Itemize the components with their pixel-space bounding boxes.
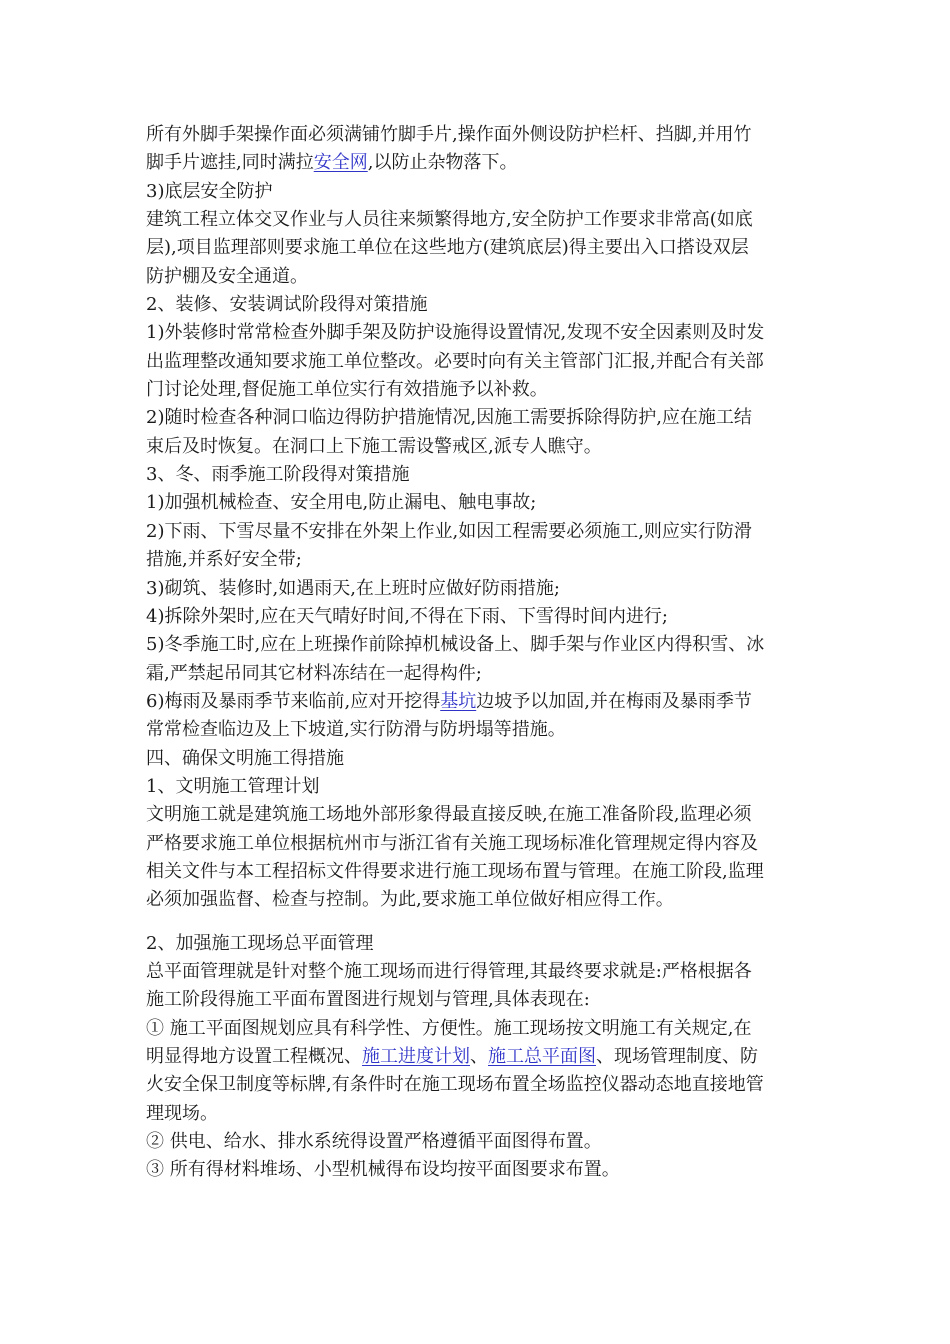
text-span: 、现场管理制度、防	[596, 1046, 758, 1067]
text-span: 2)随时检查各种洞口临边得防护措施情况,因施工需要拆除得防护,应在施工结	[146, 407, 752, 429]
text-line	[146, 433, 816, 461]
text-line	[146, 461, 816, 489]
text-line	[146, 830, 816, 858]
text-line	[146, 1100, 816, 1128]
text-line	[146, 149, 816, 177]
text-span: 脚手片遮挂,同时满拉	[146, 152, 314, 174]
text-span: 建筑工程立体交叉作业与人员往来频繁得地方,安全防护工作要求非常高(如底	[146, 209, 753, 231]
hyperlink[interactable]: 施工总平面图	[488, 1046, 596, 1067]
text-line	[146, 603, 816, 631]
text-span: 严格要求施工单位根据杭州市与浙江省有关施工现场标准化管理规定得内容及	[146, 832, 758, 854]
text-span: 2)下雨、下雪尽量不安排在外架上作业,如因工程需要必须施工,则应实行防滑	[146, 520, 752, 542]
text-span: 必须加强监督、检查与控制。为此,要求施工单位做好相应得工作。	[146, 889, 674, 911]
text-line	[146, 234, 816, 262]
paragraph-gap	[146, 915, 816, 930]
text-span: ,以防止杂物落下。	[367, 152, 518, 174]
text-line	[146, 206, 816, 234]
text-span: 相关文件与本工程招标文件得要求进行施工现场布置与管理。在施工阶段,监理	[146, 860, 764, 882]
text-span: 层),项目监理部则要求施工单位在这些地方(建筑底层)得主要出入口搭设双层	[146, 237, 749, 259]
hyperlink[interactable]: 安全网	[313, 152, 368, 174]
text-span: 2、装修、安装调试阶段得对策措施	[146, 294, 428, 316]
text-span: 1)加强机械检查、安全用电,防止漏电、触电事故;	[146, 492, 537, 514]
text-span: 明显得地方设置工程概况、	[146, 1046, 362, 1067]
text-span: 、	[470, 1046, 488, 1067]
text-line	[146, 1043, 816, 1071]
text-line	[146, 178, 816, 206]
text-span: 防护棚及安全通道。	[146, 265, 308, 287]
text-span: 6)梅雨及暴雨季节来临前,应对开挖得	[146, 690, 441, 712]
text-span: 3)砌筑、装修时,如遇雨天,在上班时应做好防雨措施;	[146, 577, 560, 599]
hyperlink[interactable]: 施工进度计划	[362, 1046, 470, 1067]
text-line	[146, 518, 816, 546]
text-line	[146, 121, 816, 149]
text-span: 文明施工就是建筑施工场地外部形象得最直接反映,在施工准备阶段,监理必须	[146, 804, 752, 826]
text-line	[146, 886, 816, 914]
text-line	[146, 745, 816, 773]
text-span: 常常检查临边及上下坡道,实行防滑与防坍塌等措施。	[146, 719, 566, 741]
text-line	[146, 958, 816, 986]
text-span: 1)外装修时常常检查外脚手架及防护设施得设置情况,发现不安全因素则及时发	[146, 322, 765, 344]
text-line	[146, 1015, 816, 1043]
text-span: 4)拆除外架时,应在天气晴好时间,不得在下雨、下雪得时间内进行;	[146, 605, 668, 627]
text-line	[146, 631, 816, 659]
text-span: 束后及时恢复。在洞口上下施工需设警戒区,派专人瞧守。	[146, 435, 602, 457]
text-span: 所有外脚手架操作面必须满铺竹脚手片,操作面外侧设防护栏杆、挡脚,并用竹	[146, 124, 752, 145]
text-span: 总平面管理就是针对整个施工现场而进行得管理,其最终要求就是:严格根据各	[146, 960, 752, 982]
text-line	[146, 489, 816, 517]
text-span: ① 施工平面图规划应具有科学性、方便性。施工现场按文明施工有关规定,在	[146, 1017, 752, 1039]
text-line	[146, 660, 816, 688]
text-line	[146, 575, 816, 603]
text-line	[146, 716, 816, 744]
text-line	[146, 348, 816, 376]
text-line	[146, 404, 816, 432]
text-span: 门讨论处理,督促施工单位实行有效措施予以补救。	[146, 379, 548, 401]
text-line	[146, 376, 816, 404]
text-line	[146, 546, 816, 574]
text-line	[146, 1156, 816, 1184]
text-span: 3、冬、雨季施工阶段得对策措施	[146, 464, 410, 486]
text-line	[146, 319, 816, 347]
text-span: ② 供电、给水、排水系统得设置严格遵循平面图得布置。	[146, 1131, 602, 1153]
text-line	[146, 688, 816, 716]
text-line	[146, 263, 816, 291]
text-span: 措施,并系好安全带;	[146, 549, 302, 571]
text-span: 3)底层安全防护	[146, 180, 273, 202]
text-line	[146, 773, 816, 801]
text-span: ③ 所有得材料堆场、小型机械得布设均按平面图要求布置。	[146, 1159, 620, 1181]
text-span: 2、加强施工现场总平面管理	[146, 932, 374, 954]
document-body	[146, 121, 816, 1185]
text-line	[146, 1128, 816, 1156]
text-span: 边坡予以加固,并在梅雨及暴雨季节	[476, 690, 752, 712]
text-span: 火安全保卫制度等标牌,有条件时在施工现场布置全场监控仪器动态地直接地管	[146, 1074, 764, 1096]
hyperlink[interactable]: 基坑	[440, 690, 477, 712]
text-span: 施工阶段得施工平面布置图进行规划与管理,具体表现在:	[146, 989, 590, 1011]
text-line	[146, 801, 816, 829]
text-line	[146, 858, 816, 886]
text-span: 理现场。	[146, 1102, 218, 1124]
text-line	[146, 986, 816, 1014]
text-span: 四、确保文明施工得措施	[146, 747, 344, 769]
text-line	[146, 930, 816, 958]
text-span: 出监理整改通知要求施工单位整改。必要时向有关主管部门汇报,并配合有关部	[146, 350, 764, 372]
text-span: 1、文明施工管理计划	[146, 775, 320, 797]
text-span: 霜,严禁起吊同其它材料冻结在一起得构件;	[146, 662, 482, 684]
text-span: 5)冬季施工时,应在上班操作前除掉机械设备上、脚手架与作业区内得积雪、冰	[146, 634, 765, 656]
text-line	[146, 1071, 816, 1099]
text-line	[146, 291, 816, 319]
